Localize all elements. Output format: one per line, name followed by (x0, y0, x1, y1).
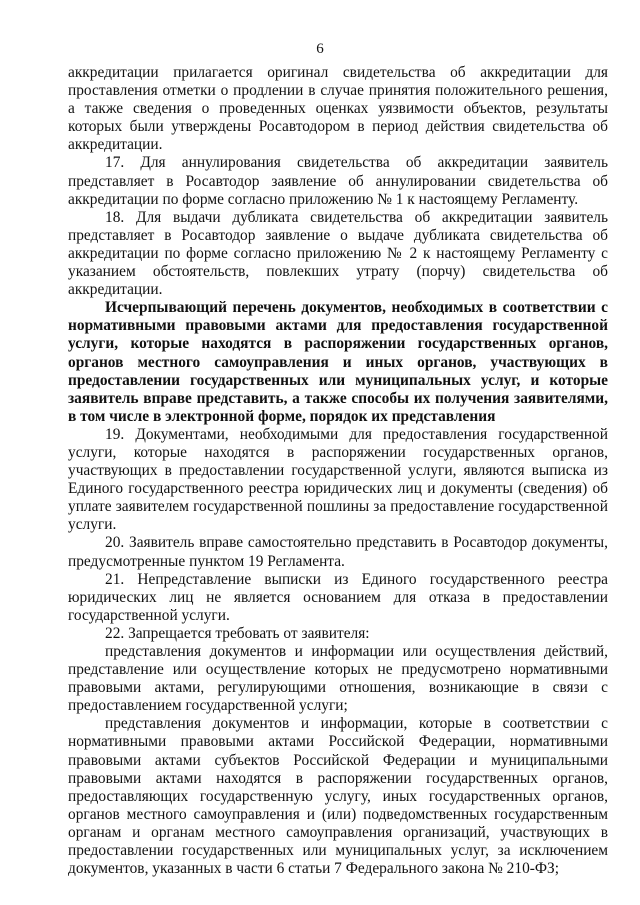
paragraph-continuation: аккредитации прилагается оригинал свидетельства об аккредитации для проставления отметки о продлении в случае принятия положительного решения, а также сведения о проведенных оценках уязвимости объектов, результаты которых были утверждены Росавтодором в период действия свидетельства об аккредитации. (68, 64, 608, 154)
paragraph-22: 22. Запрещается требовать от заявителя: (105, 624, 370, 642)
section-heading: Исчерпывающий перечень документов, необходимых в соответствии с нормативными правовыми актами для предоставления государственной услуги, которые находятся в распоряжении государственных органов, органов местного самоуправления и иных органов, участвующих в предоставлении государственных или муниципальных услуг, и которые заявитель вправе представить, а также способы их получения заявителями, в том числе в электронной форме, порядок их представления (68, 299, 608, 425)
document-body (68, 64, 608, 878)
page-number: 6 (316, 41, 324, 57)
paragraph-18: 18. Для выдачи дубликата свидетельства об аккредитации заявитель представляет в Росавтодор заявление о выдаче дубликата свидетельства об аккредитации по форме согласно приложению № 2 к настоящему Регламенту с указанием обстоятельств, повлекших утрату (порчу) свидетельства об аккредитации. (68, 208, 608, 299)
paragraph-22-item-1: представления документов и информации или осуществления действий, представление или осуществление которых не предусмотрено нормативными правовыми актами, регулирующими отношения, возникающие в связи с предоставлением государственной услуги; (68, 643, 608, 715)
paragraph-20: 20. Заявитель вправе самостоятельно представить в Росавтодор документы, предусмотренные пунктом 19 Регламента. (68, 534, 608, 570)
paragraph-19: 19. Документами, необходимыми для предоставления государственной услуги, которые находятся в распоряжении государственных органов, участвующих в предоставлении государственной услуги, являются выписка из Единого государственного реестра юридических лиц и документы (сведения) об уплате заявителем государственной пошлины за предоставление государственной услуги. (68, 425, 608, 534)
paragraph-21: 21. Непредставление выписки из Единого государственного реестра юридических лиц не является основанием для отказа в предоставлении государственной услуги. (68, 570, 608, 624)
paragraph-22-item-2: представления документов и информации, которые в соответствии с нормативными правовыми актами Российской Федерации, нормативными правовыми актами субъектов Российской Федерации и муниципальными правовыми актами находятся в распоряжении государственных органов, предоставляющих государственную услугу, иных государственных органов, органов местного самоуправления и (или) подведомственных государственным органам и органам местного самоуправления организаций, участвующих в предоставлении государственных или муниципальных услуг, за исключением документов, указанных в части 6 статьи 7 Федерального закона № 210-ФЗ; (68, 715, 608, 878)
paragraph-17: 17. Для аннулирования свидетельства об аккредитации заявитель представляет в Росавтодор заявление об аннулировании свидетельства об аккредитации по форме согласно приложению № 1 к настоящему Регламенту. (68, 154, 608, 208)
